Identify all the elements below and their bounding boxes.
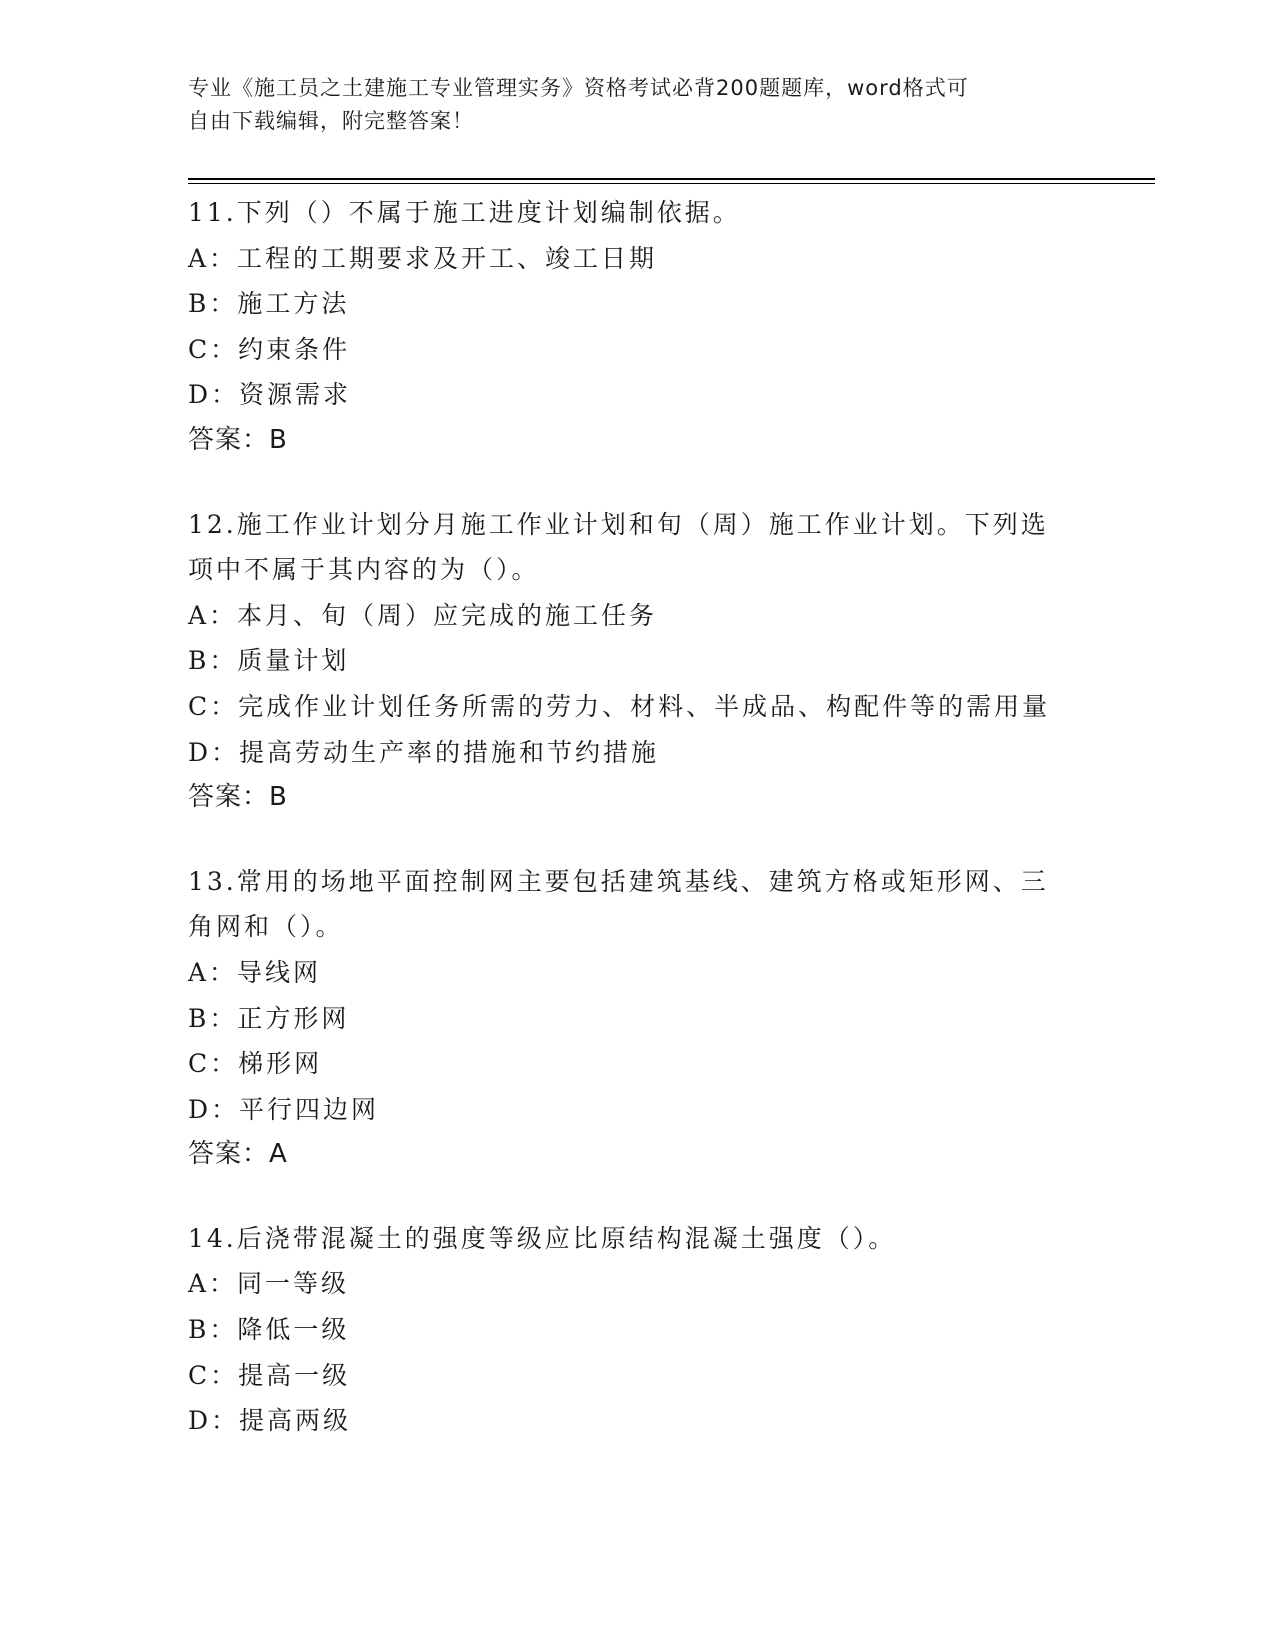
header-line-2: 自由下载编辑，附完整答案！ xyxy=(188,109,474,133)
option-d: D：资源需求 xyxy=(188,380,352,410)
option-a: A：工程的工期要求及开工、竣工日期 xyxy=(188,243,658,273)
question-14 xyxy=(188,1216,1088,1444)
header-line-1: 专业《施工员之土建施工专业管理实务》资格考试必背200题题库，word格式可 xyxy=(188,76,969,100)
document-header xyxy=(188,72,1088,138)
question-13 xyxy=(188,859,1088,1178)
option-d: D：提高劳动生产率的措施和节约措施 xyxy=(188,737,660,767)
question-stem: 14.后浇带混凝土的强度等级应比原结构混凝土强度（）。 xyxy=(188,1223,897,1253)
option-b: B：正方形网 xyxy=(188,1003,350,1033)
option-a: A：导线网 xyxy=(188,957,322,987)
question-stem-line-2: 角网和（）。 xyxy=(188,912,344,942)
question-stem-line-1: 12.施工作业计划分月施工作业计划和旬（周）施工作业计划。下列选 xyxy=(188,509,1049,539)
question-stem: 11.下列（）不属于施工进度计划编制依据。 xyxy=(188,198,741,227)
header-divider-thin xyxy=(188,183,1155,184)
option-b: B：施工方法 xyxy=(188,289,350,319)
answer-label: 答案：A xyxy=(188,1139,288,1170)
option-d: D：平行四边网 xyxy=(188,1094,380,1124)
option-b: B：降低一级 xyxy=(188,1315,350,1345)
option-a: A：本月、旬（周）应完成的施工任务 xyxy=(188,600,658,630)
option-b: B：质量计划 xyxy=(188,646,350,676)
header-divider-thick xyxy=(188,178,1155,180)
option-a: A：同一等级 xyxy=(188,1269,350,1299)
option-d: D：提高两级 xyxy=(188,1406,352,1436)
option-c: C：完成作业计划任务所需的劳力、材料、半成品、构配件等的需用量 xyxy=(188,691,1051,721)
answer-label: 答案：B xyxy=(188,424,288,455)
question-list xyxy=(188,190,1088,1482)
question-stem-line-2: 项中不属于其内容的为（）。 xyxy=(188,555,540,585)
question-stem-line-1: 13.常用的场地平面控制网主要包括建筑基线、建筑方格或矩形网、三 xyxy=(188,866,1049,896)
option-c: C：提高一级 xyxy=(188,1360,351,1390)
question-11 xyxy=(188,190,1088,464)
answer-label: 答案：B xyxy=(188,782,288,813)
option-c: C：梯形网 xyxy=(188,1049,323,1079)
question-12 xyxy=(188,502,1088,821)
option-c: C：约束条件 xyxy=(188,334,351,364)
